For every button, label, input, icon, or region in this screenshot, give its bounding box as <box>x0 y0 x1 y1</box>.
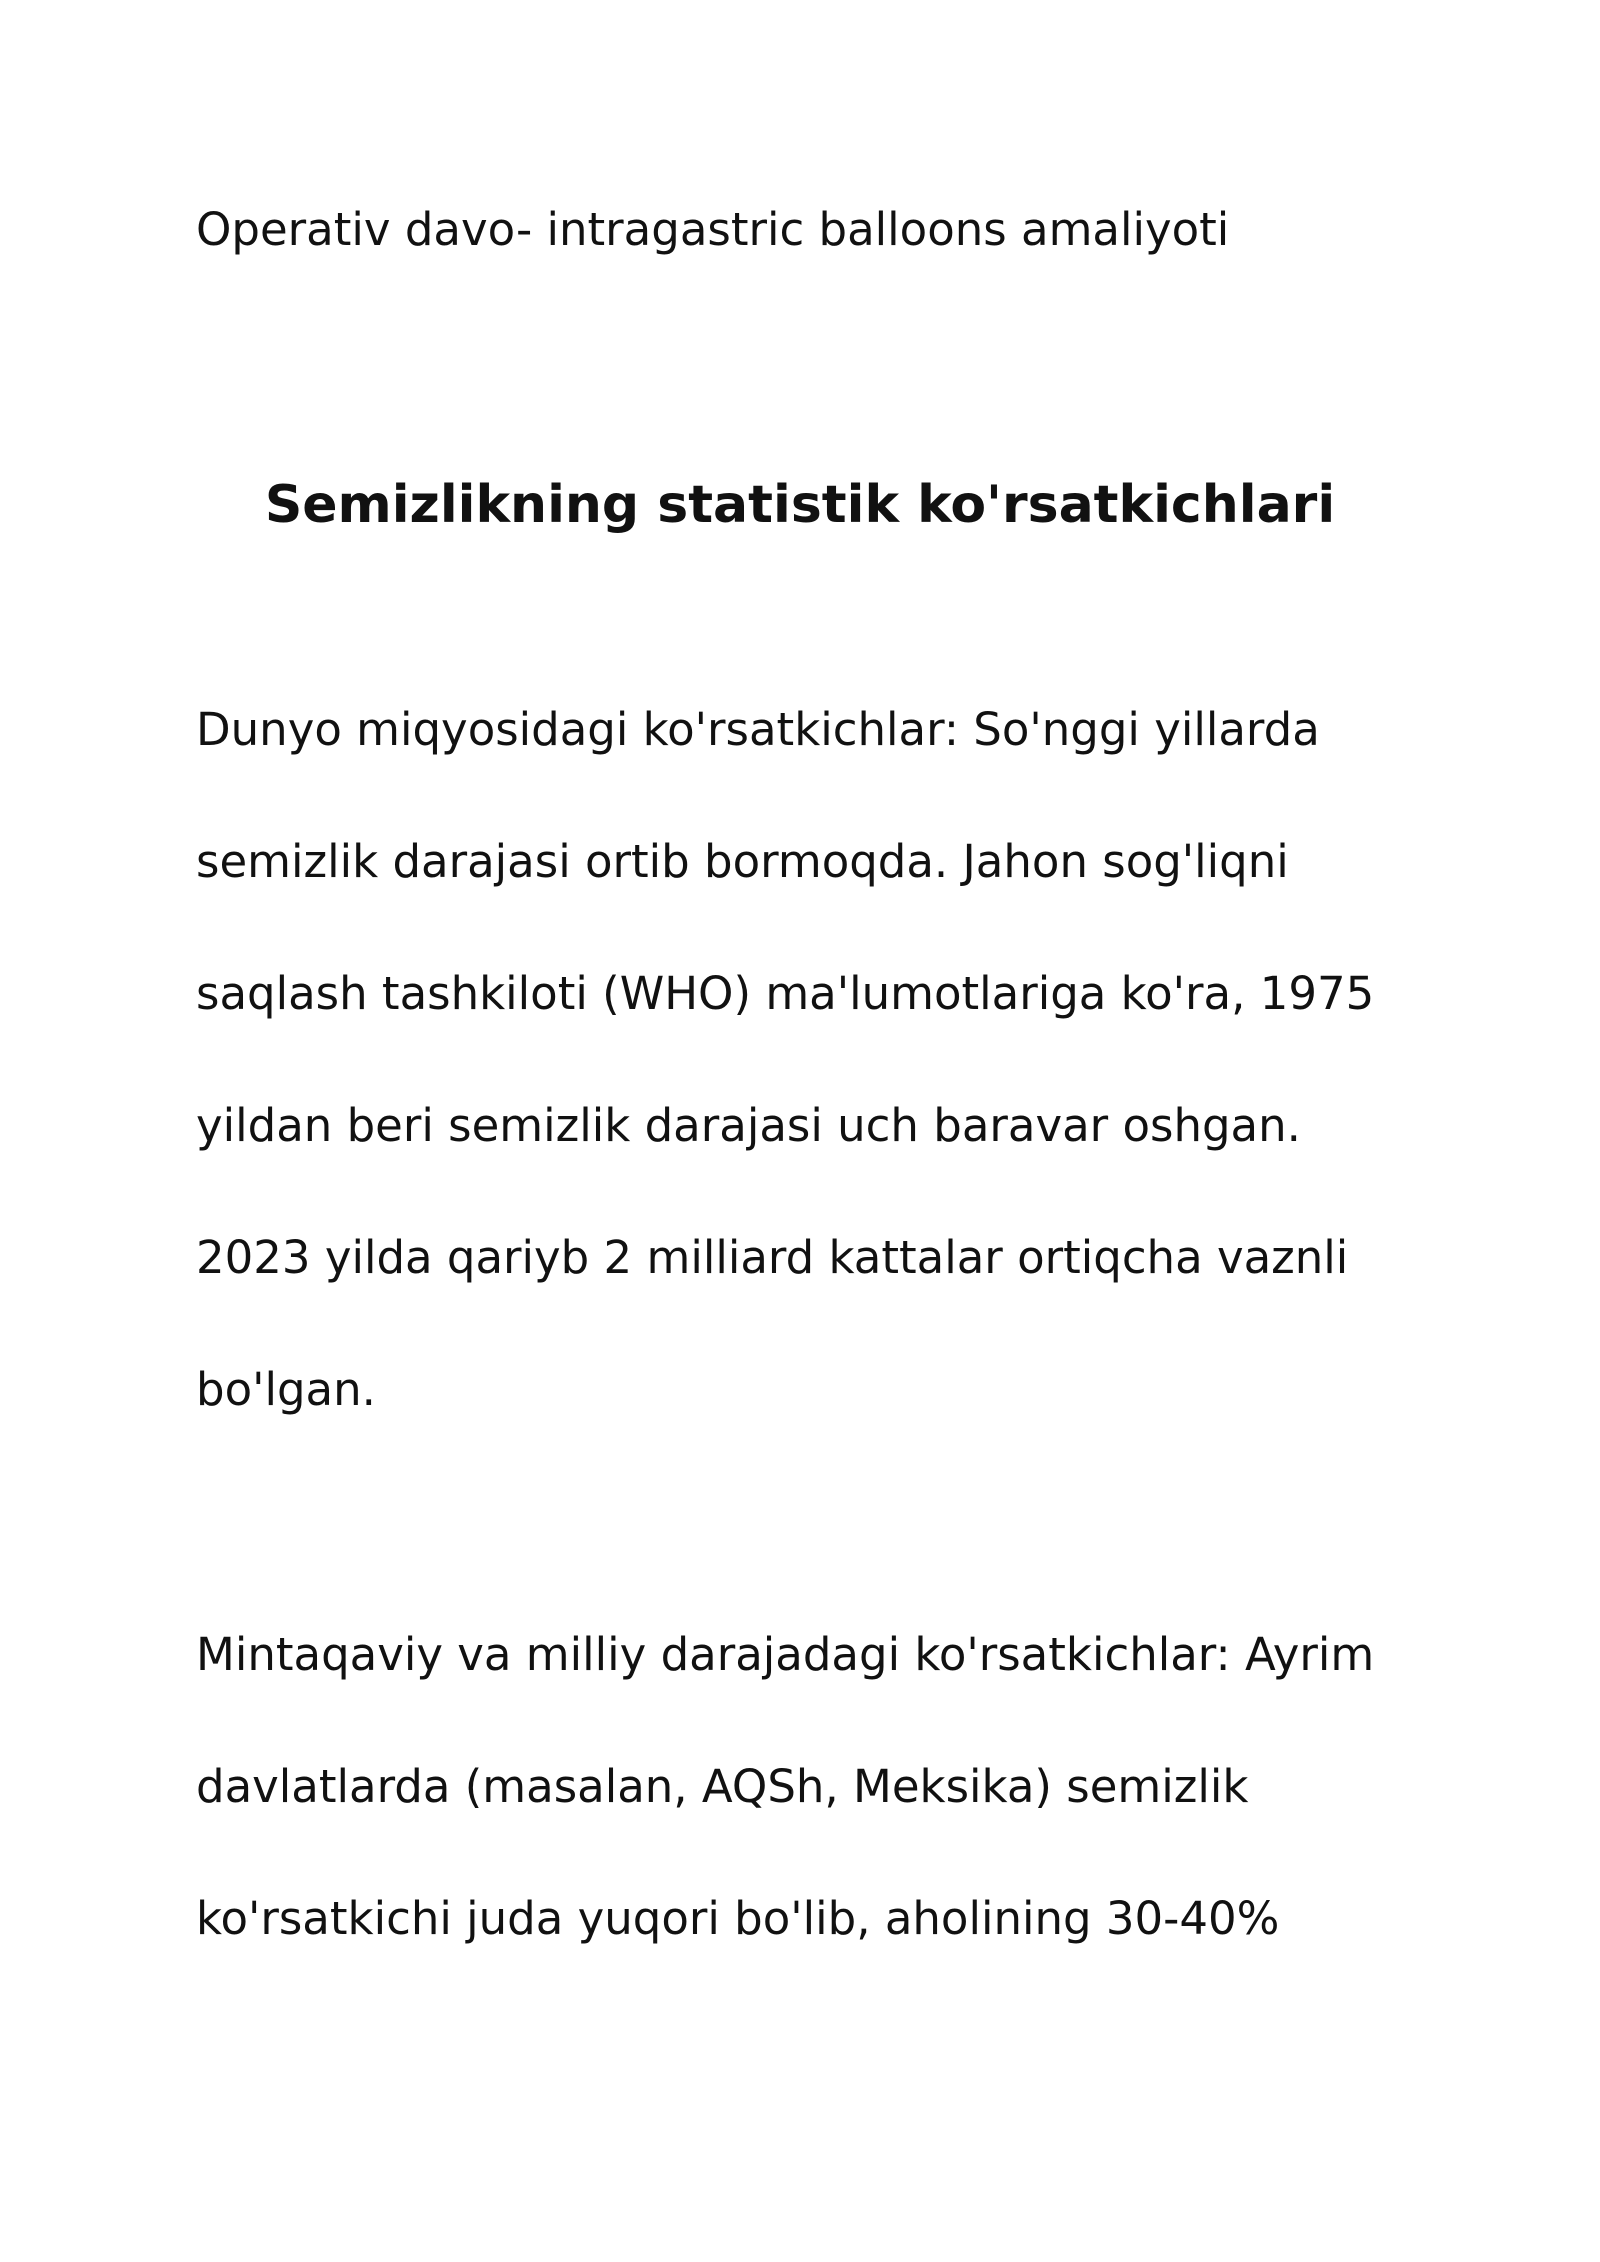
paragraph-line: Mintaqaviy va milliy darajadagi ko'rsatkichlar: Ayrim <box>196 1628 1375 1681</box>
paragraph-line: yildan beri semizlik darajasi uch baravar oshgan. <box>196 1099 1301 1152</box>
paragraph-line: 2023 yilda qariyb 2 milliard kattalar ortiqcha vaznli <box>196 1231 1349 1284</box>
paragraph-line: davlatlarda (masalan, AQSh, Meksika) semizlik <box>196 1760 1249 1813</box>
section-heading: Semizlikning statistik ko'rsatkichlari <box>264 475 1336 535</box>
paragraph-line: saqlash tashkiloti (WHO) ma'lumotlariga ko'ra, 1975 <box>196 967 1375 1020</box>
intro-line: Operativ davo- intragastric balloons amaliyoti <box>196 203 1230 256</box>
paragraph-line: Dunyo miqyosidagi ko'rsatkichlar: So'nggi yillarda <box>196 703 1320 756</box>
paragraph-line: ko'rsatkichi juda yuqori bo'lib, aholining 30-40% <box>196 1892 1280 1945</box>
paragraph-line: bo'lgan. <box>196 1363 376 1416</box>
paragraph-line: semizlik darajasi ortib bormoqda. Jahon sog'liqni <box>196 835 1289 888</box>
